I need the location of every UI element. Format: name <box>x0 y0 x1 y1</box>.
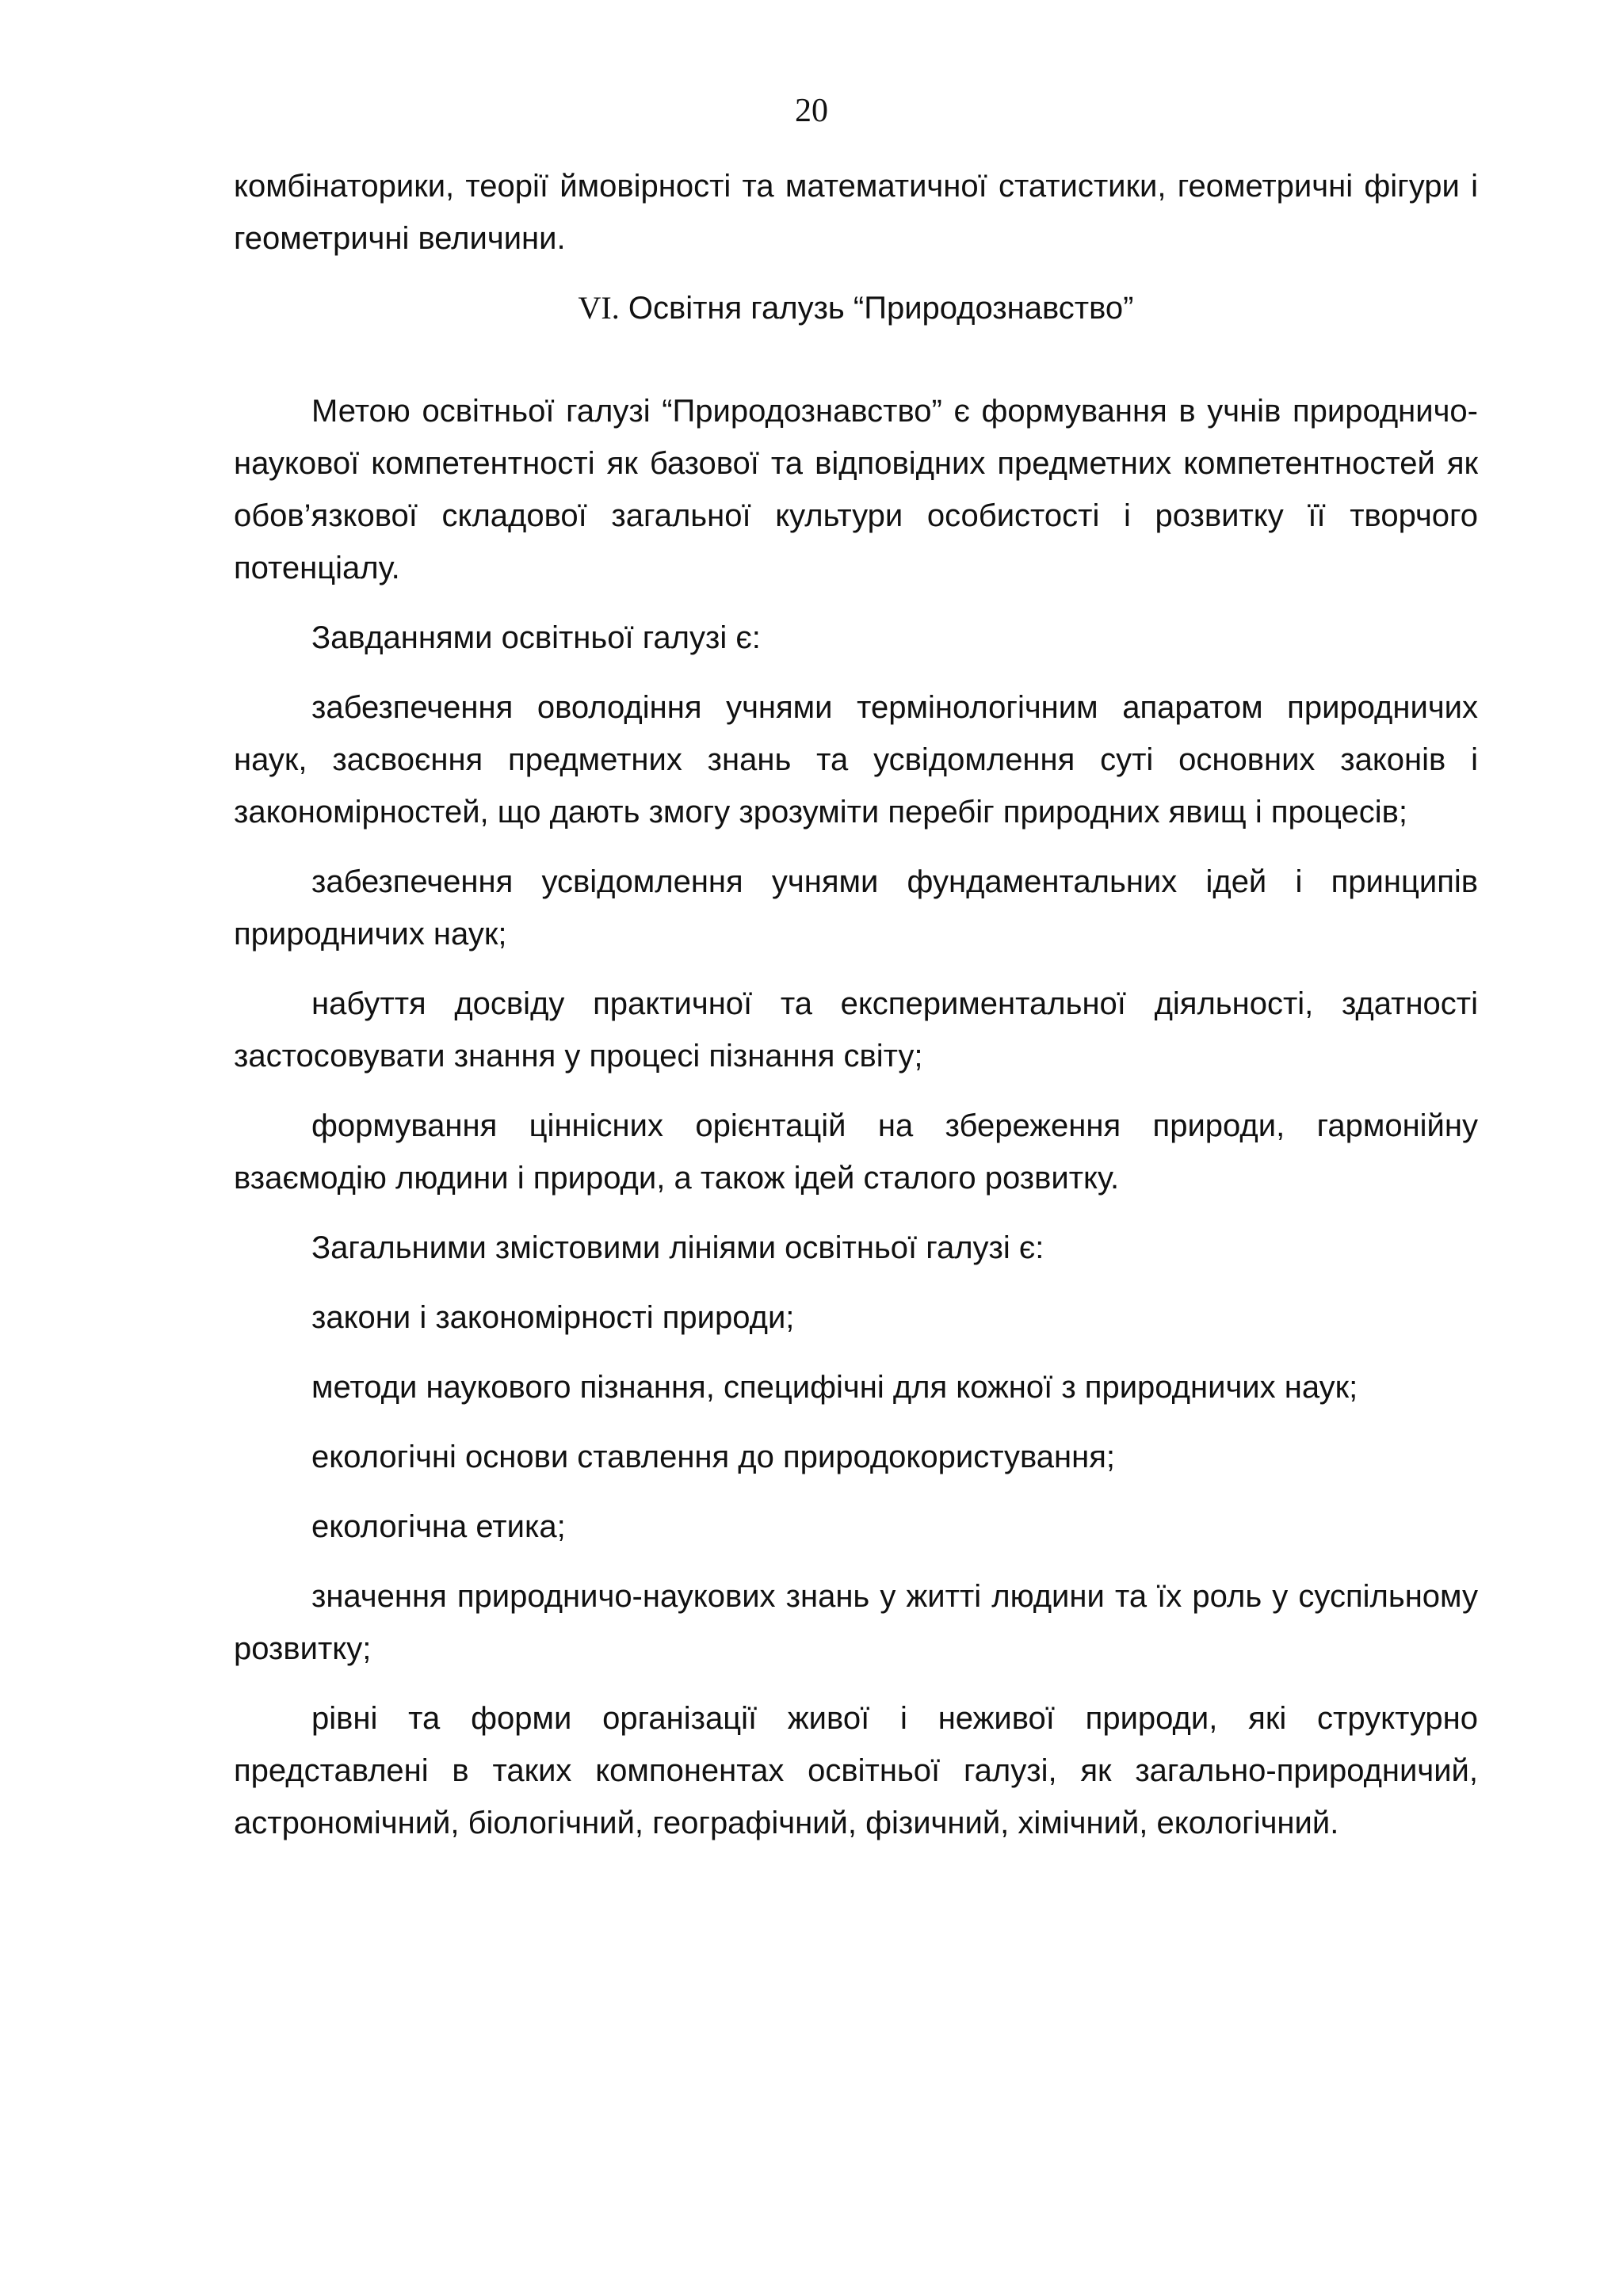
continuation-paragraph: комбінаторики, теорії ймовірності та математичної статистики, геометричні фігури і геометричні величини. <box>234 169 1478 256</box>
paragraph-task-3: набуття досвіду практичної та експериментальної діяльності, здатності застосовувати знання у процесі пізнання світу; <box>234 986 1478 1074</box>
document-body <box>234 160 1478 1867</box>
paragraph-goal: Метою освітньої галузі “Природознавство” є формування в учнів природничо-наукової компетентності як базової та відповідних предметних компетентностей як обов’язкової складової загальної культури особистості і розвитку її творчого потенціалу. <box>234 394 1478 585</box>
paragraph-line-5: значення природничо-наукових знань у житті людини та їх роль у суспільному розвитку; <box>234 1579 1478 1666</box>
paragraph-task-2: забезпечення усвідомлення учнями фундаментальних ідей і принципів природничих наук; <box>234 864 1478 952</box>
paragraph-line-1: закони і закономірності природи; <box>311 1300 795 1335</box>
page-number: 20 <box>795 93 828 129</box>
paragraph-line-6: рівні та форми організації живої і неживої природи, які структурно представлені в таких компонентах освітньої галузі, як загально-природничий, астрономічний, біологічний, географічний, фізичний, хімічний, екологічний. <box>234 1701 1478 1840</box>
paragraph-task-4: формування ціннісних орієнтацій на збереження природи, гармонійну взаємодію людини і природи, а також ідей сталого розвитку. <box>234 1108 1478 1196</box>
paragraph-tasks-intro: Завданнями освітньої галузі є: <box>311 620 761 655</box>
paragraph-line-3: екологічні основи ставлення до природокористування; <box>311 1440 1115 1474</box>
paragraph-line-4: екологічна етика; <box>311 1509 566 1544</box>
paragraph-line-2: методи наукового пізнання, специфічні для кожної з природничих наук; <box>311 1370 1358 1405</box>
paragraph-lines-intro: Загальними змістовими лініями освітньої галузі є: <box>311 1230 1044 1265</box>
paragraph-task-1: забезпечення оволодіння учнями термінологічним апаратом природничих наук, засвоєння предметних знань та усвідомлення суті основних законів і закономірностей, що дають змогу зрозуміти перебіг природних явищ і процесів; <box>234 690 1478 830</box>
section-heading <box>234 282 1478 334</box>
section-number: VI. <box>578 290 620 326</box>
section-title: Освітня галузь “Природознавство” <box>628 291 1134 326</box>
